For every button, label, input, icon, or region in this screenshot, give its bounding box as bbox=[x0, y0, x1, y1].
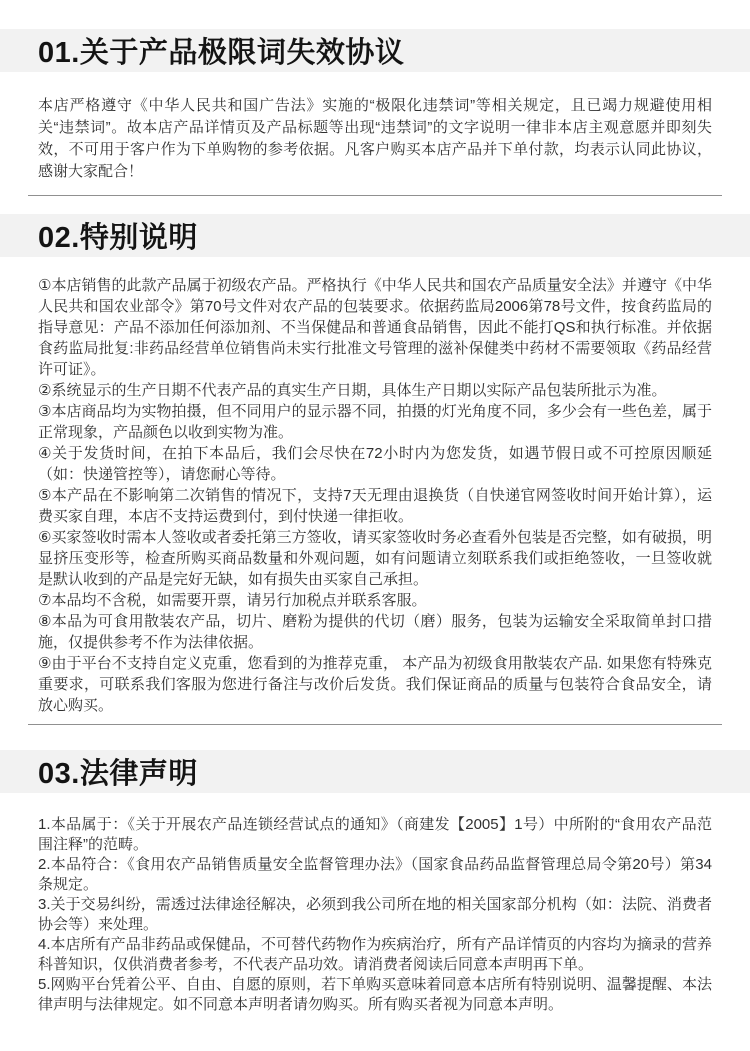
section-02-header bbox=[0, 214, 750, 257]
section-01-body bbox=[0, 72, 750, 183]
section-special-instructions bbox=[0, 214, 750, 725]
section-03-header bbox=[0, 750, 750, 793]
legal-item-3: 3.关于交易纠纷，需透过法律途径解决，必须到我公司所在地的相关国家部分机构（如：法院、消费者协会等）来处理。 bbox=[38, 896, 712, 933]
section-02-title: 02.特别说明 bbox=[38, 222, 198, 254]
legal-item-4: 4.本店所有产品非药品或保健品，不可替代药物作为疾病治疗，所有产品详情页的内容均为摘录的营养科普知识，仅供消费者参考，不代表产品功效。请消费者阅读后同意本声明再下单。 bbox=[38, 936, 712, 973]
section-01-header bbox=[0, 29, 750, 72]
notice-item-6: ⑥买家签收时需本人签收或者委托第三方签收，请买家签收时务必查看外包装是否完整，如有破损，明显挤压变形等，检查所购买商品数量和外观问题，如有问题请立刻联系我们或拒绝签收，一旦签收就是默认收到的产品是完好无缺，如有损失由买家自己承担。 bbox=[38, 529, 712, 588]
paragraph: 本店严格遵守《中华人民共和国广告法》实施的“极限化违禁词”等相关规定，且已竭力规避使用相关“违禁词”。故本店产品详情页及产品标题等出现“违禁词”的文字说明一律非本店主观意愿并即刻失效，不可用于客户作为下单购物的参考依据。凡客户购买本店产品并下单付款，均表示认同此协议，感谢大家配合！ bbox=[38, 97, 712, 180]
notice-item-5: ⑤本产品在不影响第二次销售的情况下，支持7天无理由退换货（自快递官网签收时间开始计算），运费买家自理，本店不支持运费到付，到付快递一律拒收。 bbox=[38, 487, 712, 525]
notice-item-2: ②系统显示的生产日期不代表产品的真实生产日期，具体生产日期以实际产品包装所批示为准。 bbox=[38, 382, 667, 399]
notice-item-3: ③本店商品均为实物拍摄，但不同用户的显示器不同，拍摄的灯光角度不同，多少会有一些色差，属于正常现象，产品颜色以收到实物为准。 bbox=[38, 403, 712, 441]
section-03-title: 03.法律声明 bbox=[38, 758, 198, 790]
section-divider bbox=[28, 195, 722, 196]
notice-item-8: ⑧本品为可食用散装农产品，切片、磨粉为提供的代切（磨）服务，包装为运输安全采取简单封口措施，仅提供参考不作为法律依据。 bbox=[38, 613, 712, 651]
notice-item-4: ④关于发货时间，在拍下本品后，我们会尽快在72小时内为您发货，如遇节假日或不可控原因顺延（如：快递管控等），请您耐心等待。 bbox=[38, 445, 712, 483]
section-01-title: 01.关于产品极限词失效协议 bbox=[38, 37, 405, 69]
legal-item-5: 5.网购平台凭着公平、自由、自愿的原则，若下单购买意味着同意本店所有特别说明、温馨提醒、本法律声明与法律规定。如不同意本声明者请勿购买。所有购买者视为同意本声明。 bbox=[38, 976, 712, 1013]
legal-item-1: 1.本品属于：《关于开展农产品连锁经营试点的通知》（商建发【2005】1号）中所附的“食用农产品范围注释”的范畴。 bbox=[38, 816, 712, 853]
section-legal-statement bbox=[0, 750, 750, 1051]
notice-item-9: ⑨由于平台不支持自定义克重，您看到的为推荐克重， 本产品为初级食用散装农产品. 如果您有特殊克重要求，可联系我们客服为您进行备注与改价后发货。我们保证商品的质量与包装符合食品安全，请放心购买。 bbox=[38, 655, 712, 714]
section-limit-word-agreement bbox=[0, 29, 750, 196]
notice-item-7: ⑦本品均不含税，如需要开票，请另行加税点并联系客服。 bbox=[38, 592, 427, 609]
section-03-body bbox=[0, 793, 750, 1051]
section-02-body bbox=[0, 257, 750, 716]
notice-item-1: ①本店销售的此款产品属于初级农产品。严格执行《中华人民共和国农产品质量安全法》并遵守《中华人民共和国农业部令》第70号文件对农产品的包装要求。依据药监局2006第78号文件，按食药监局的指导意见：产品不添加任何添加剂、不当保健品和普通食品销售，因此不能打QS和执行标准。并依据食药监局批复:非药品经营单位销售尚未实行批准文号管理的滋补保健类中药材不需要领取《药品经营许可证》。 bbox=[38, 277, 712, 378]
legal-item-2: 2.本品符合：《食用农产品销售质量安全监督管理办法》（国家食品药品监督管理总局令第20号）第34条规定。 bbox=[38, 856, 712, 893]
section-divider bbox=[28, 724, 722, 725]
